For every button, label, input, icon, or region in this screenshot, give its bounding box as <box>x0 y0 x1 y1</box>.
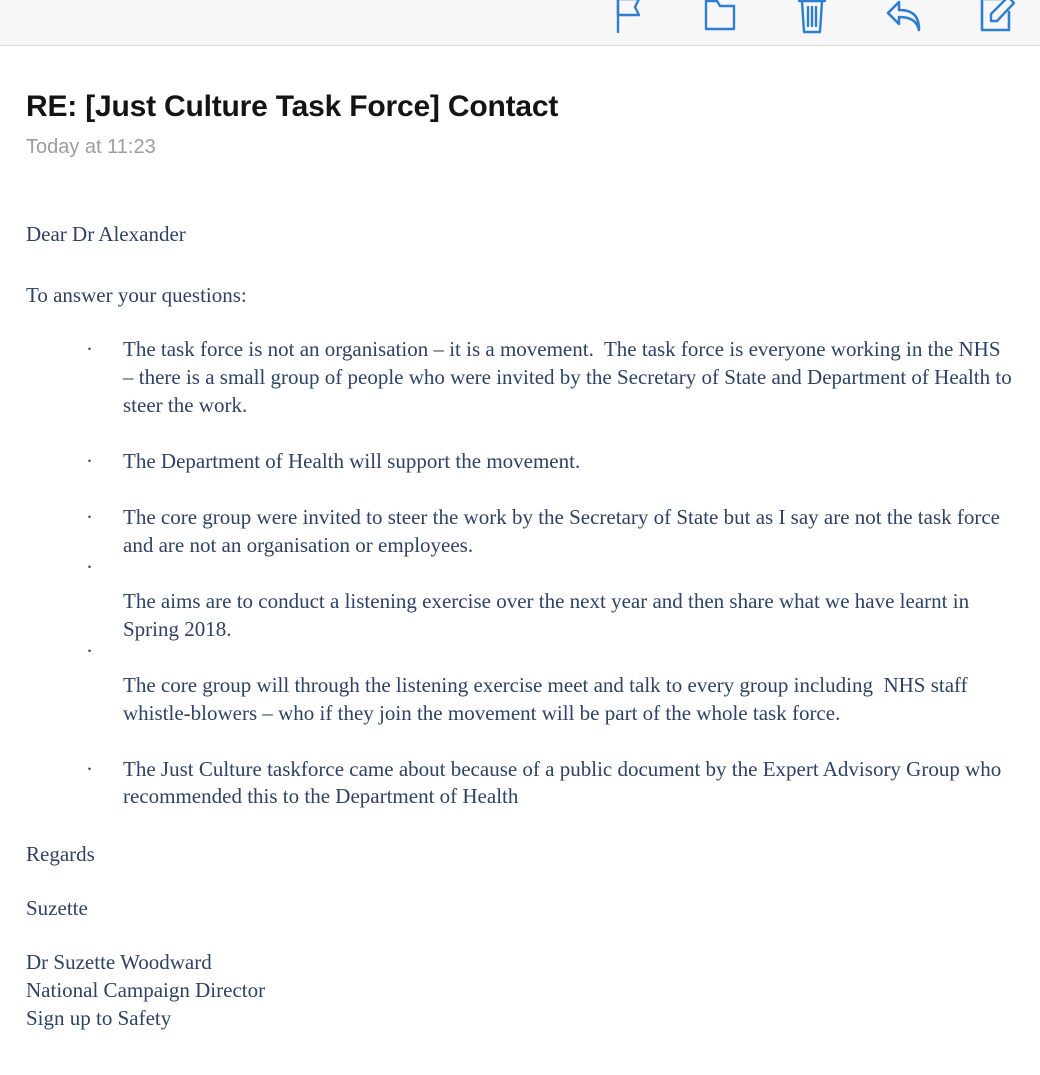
compose-icon <box>977 0 1015 36</box>
bullet-marker-icon: · <box>86 554 93 579</box>
bullet-marker-icon: · <box>86 505 93 530</box>
body-bullet-list <box>26 336 1017 811</box>
folder-icon <box>702 0 738 35</box>
signature-job-title: National Campaign Director <box>26 978 266 1003</box>
delete-button[interactable] <box>790 0 834 38</box>
signature-closing: Regards <box>26 842 95 867</box>
folder-button[interactable] <box>698 0 742 38</box>
bullet-item <box>26 756 1014 812</box>
bullet-text: The task force is not an organisation – it is a movement. The task force is everyone working in the NHS – there is a small group of people who were invited by the Secretary of State and Department of Health to steer the work. <box>123 337 1017 418</box>
reply-icon <box>884 0 924 35</box>
reply-button[interactable] <box>882 0 926 38</box>
message-timestamp: Today at 11:23 <box>26 135 156 158</box>
bullet-text: The Department of Health will support the movement. <box>123 449 581 474</box>
body-greeting: Dear Dr Alexander <box>26 221 186 246</box>
bullet-text: The Just Culture taskforce came about because of a public document by the Expert Advisory Group who recommended this to the Department of Health <box>123 756 1007 809</box>
bullet-marker-icon: · <box>86 756 93 781</box>
message-header <box>0 46 1040 159</box>
body-lead-in: To answer your questions: <box>26 283 247 308</box>
toolbar-actions <box>606 0 1040 38</box>
bullet-text: The core group will through the listening exercise meet and talk to every group including NHS staff whistle-blowers – who if they join the movement will be part of the whole task force. <box>123 672 973 725</box>
signature-first-name: Suzette <box>26 896 88 921</box>
flag-icon <box>611 0 645 35</box>
bullet-marker-icon: · <box>86 638 93 663</box>
signature-details <box>26 949 1014 1033</box>
message-body <box>0 221 1040 812</box>
trash-icon <box>795 0 829 36</box>
bullet-item <box>26 504 1014 560</box>
signature-organisation: Sign up to Safety <box>26 1006 172 1031</box>
compose-button[interactable] <box>974 0 1018 38</box>
bullet-marker-icon: · <box>86 449 93 474</box>
message-subject: RE: [Just Culture Task Force] Contact <box>26 90 559 123</box>
bullet-marker-icon: · <box>86 337 93 362</box>
bullet-text: The aims are to conduct a listening exercise over the next year and then share what we have learnt in Spring 2018. <box>123 588 975 641</box>
message-signature <box>0 841 1040 1033</box>
bullet-text: The core group were invited to steer the work by the Secretary of State but as I say are not the task force and are not an organisation or employees. <box>123 505 1006 557</box>
bullet-item <box>26 448 1014 476</box>
flag-button[interactable] <box>606 0 650 38</box>
bullet-item <box>26 336 1017 420</box>
bullet-item <box>26 554 1014 644</box>
signature-full-name: Dr Suzette Woodward <box>26 950 212 975</box>
bullet-item <box>26 638 1014 728</box>
message-toolbar <box>0 0 1040 46</box>
